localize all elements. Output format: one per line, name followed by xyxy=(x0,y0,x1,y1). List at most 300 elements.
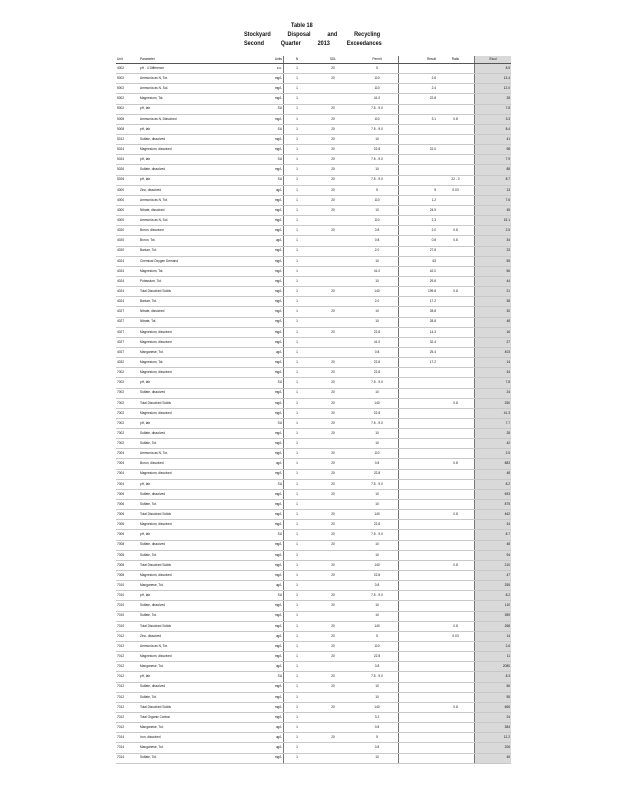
cell-sdl xyxy=(310,753,356,763)
cell-sdl: 20 xyxy=(310,631,356,641)
cell-sdl: 20 xyxy=(310,327,356,337)
cell-units: mg/L xyxy=(251,195,284,205)
cell-sdl xyxy=(310,723,356,733)
cell-parameter: Ammonia as N, Tot. xyxy=(139,74,251,84)
cell-excd: 875 xyxy=(475,500,512,510)
cell-ratio xyxy=(437,469,475,479)
cell-n: 1 xyxy=(284,64,311,74)
cell-excd: 56 xyxy=(475,682,512,692)
cell-units: mg/L xyxy=(251,84,284,94)
cell-ratio xyxy=(437,530,475,540)
cell-units: mg/L xyxy=(251,256,284,266)
cell-unit: 7006 xyxy=(116,530,139,540)
cell-units: SU xyxy=(251,672,284,682)
cell-unit: 4024 xyxy=(116,256,139,266)
cell-units: SU xyxy=(251,124,284,134)
cell-excd: 34 xyxy=(475,368,512,378)
cell-sdl: 20 xyxy=(310,287,356,297)
cell-excd: 7.9 xyxy=(475,155,512,165)
cell-unit: 4000 xyxy=(116,205,139,215)
cell-result: 14.3 xyxy=(399,327,438,337)
cell-permit: 7.5 - 9.0 xyxy=(356,155,399,165)
cell-permit: 10 xyxy=(356,276,399,286)
cell-n: 1 xyxy=(284,337,311,347)
cell-permit: 10 xyxy=(356,500,399,510)
cell-parameter: Ammonia as N, Tot. xyxy=(139,449,251,459)
cell-parameter: Magnesium, dissolved xyxy=(139,571,251,581)
cell-permit: 41.0 xyxy=(356,266,399,276)
cell-units: mg/L xyxy=(251,408,284,418)
cell-parameter: Sulfate, dissolved xyxy=(139,388,251,398)
cell-n: 1 xyxy=(284,449,311,459)
cell-excd: 15.1 xyxy=(475,216,512,226)
cell-ratio xyxy=(437,388,475,398)
cell-parameter: Potassium, Tot. xyxy=(139,276,251,286)
cell-excd: 28 xyxy=(475,94,512,104)
cell-n: 1 xyxy=(284,236,311,246)
cell-permit: 140 xyxy=(356,398,399,408)
cell-result xyxy=(399,601,438,611)
cell-result xyxy=(399,642,438,652)
cell-ratio xyxy=(437,743,475,753)
cell-parameter: Magnesium, dissolved xyxy=(139,408,251,418)
table-row xyxy=(116,378,511,388)
cell-result xyxy=(399,469,438,479)
cell-n: 1 xyxy=(284,550,311,560)
cell-units: mg/L xyxy=(251,337,284,347)
table-row xyxy=(116,276,511,286)
cell-unit: 7002 xyxy=(116,378,139,388)
cell-units: mg/L xyxy=(251,702,284,712)
cell-unit: 4027 xyxy=(116,317,139,327)
cell-sdl: 20 xyxy=(310,74,356,84)
cell-excd: 55 xyxy=(475,692,512,702)
table-row xyxy=(116,682,511,692)
cell-excd: 13.4 xyxy=(475,74,512,84)
cell-unit: 7012 xyxy=(116,692,139,702)
cell-unit: 7012 xyxy=(116,642,139,652)
cell-unit: 4032 xyxy=(116,358,139,368)
cell-excd: 110 xyxy=(475,601,512,611)
cell-units: mg/L xyxy=(251,246,284,256)
cell-units: mg/L xyxy=(251,165,284,175)
table-row xyxy=(116,743,511,753)
cell-n: 1 xyxy=(284,226,311,236)
cell-sdl: 20 xyxy=(310,104,356,114)
cell-result xyxy=(399,540,438,550)
cell-sdl: 20 xyxy=(310,621,356,631)
cell-permit: 140 xyxy=(356,287,399,297)
cell-excd: 56 xyxy=(475,266,512,276)
table-row xyxy=(116,236,511,246)
cell-unit: 7014 xyxy=(116,733,139,743)
cell-sdl: 20 xyxy=(310,733,356,743)
table-row xyxy=(116,358,511,368)
cell-n: 1 xyxy=(284,702,311,712)
cell-unit: 5008 xyxy=(116,124,139,134)
cell-sdl: 20 xyxy=(310,358,356,368)
cell-parameter: Ammonia as N, Tot. xyxy=(139,642,251,652)
cell-ratio: 0.8 xyxy=(437,398,475,408)
cell-excd: 38 xyxy=(475,297,512,307)
cell-units: SU xyxy=(251,418,284,428)
table-row xyxy=(116,489,511,499)
cell-permit: 7.5 - 9.0 xyxy=(356,378,399,388)
cell-ratio xyxy=(437,205,475,215)
cell-units: s.u. xyxy=(251,64,284,74)
cell-result xyxy=(399,520,438,530)
cell-parameter: Nitrate, dissolved xyxy=(139,205,251,215)
cell-ratio xyxy=(437,642,475,652)
cell-sdl: 20 xyxy=(310,530,356,540)
cell-sdl xyxy=(310,317,356,327)
cell-n: 1 xyxy=(284,621,311,631)
cell-result xyxy=(399,479,438,489)
col-ratio: Ratio xyxy=(437,56,475,64)
cell-excd: 255 xyxy=(475,581,512,591)
cell-permit: 110 xyxy=(356,449,399,459)
table-row xyxy=(116,459,511,469)
cell-sdl: 20 xyxy=(310,702,356,712)
table-row xyxy=(116,327,511,337)
cell-result xyxy=(399,398,438,408)
cell-permit: 140 xyxy=(356,702,399,712)
cell-ratio xyxy=(437,276,475,286)
cell-unit: 7010 xyxy=(116,581,139,591)
cell-sdl xyxy=(310,276,356,286)
cell-n: 1 xyxy=(284,124,311,134)
table-row xyxy=(116,571,511,581)
cell-units: mg/L xyxy=(251,692,284,702)
cell-units: mg/L xyxy=(251,226,284,236)
cell-ratio xyxy=(437,449,475,459)
cell-n: 1 xyxy=(284,540,311,550)
cell-unit: 5002 xyxy=(116,104,139,114)
cell-n: 1 xyxy=(284,256,311,266)
cell-excd: 384 xyxy=(475,723,512,733)
table-row xyxy=(116,64,511,74)
cell-result: 28.8 xyxy=(399,307,438,317)
table-row xyxy=(116,449,511,459)
cell-result: 27.8 xyxy=(399,246,438,256)
cell-permit: 0.8 xyxy=(356,662,399,672)
cell-units: SU xyxy=(251,155,284,165)
cell-excd: 55 xyxy=(475,256,512,266)
cell-result: 3.1 xyxy=(399,114,438,124)
cell-unit: 5002 xyxy=(116,94,139,104)
table-row xyxy=(116,500,511,510)
table-row xyxy=(116,195,511,205)
cell-units: mg/L xyxy=(251,317,284,327)
col-units: Units xyxy=(251,56,284,64)
cell-units: mg/L xyxy=(251,510,284,520)
cell-result: 2.3 xyxy=(399,216,438,226)
cell-ratio: 0.8 xyxy=(437,459,475,469)
cell-parameter: Total Organic Carbon xyxy=(139,713,251,723)
cell-n: 1 xyxy=(284,662,311,672)
cell-permit: 140 xyxy=(356,510,399,520)
cell-result xyxy=(399,155,438,165)
cell-permit: 10 xyxy=(356,550,399,560)
table-row xyxy=(116,520,511,530)
cell-unit: 7002 xyxy=(116,429,139,439)
cell-parameter: Manganese, Tot. xyxy=(139,743,251,753)
cell-unit: 5008 xyxy=(116,114,139,124)
cell-sdl xyxy=(310,692,356,702)
cell-units: mg/L xyxy=(251,74,284,84)
cell-units: mg/L xyxy=(251,652,284,662)
cell-unit: 4027 xyxy=(116,347,139,357)
cell-parameter: Manganese, Tot. xyxy=(139,662,251,672)
cell-sdl: 20 xyxy=(310,652,356,662)
table-body xyxy=(116,64,511,764)
cell-permit: 22.8 xyxy=(356,145,399,155)
cell-ratio: 0.8 xyxy=(437,621,475,631)
cell-excd: 47 xyxy=(475,571,512,581)
cell-ratio xyxy=(437,297,475,307)
cell-permit: 110 xyxy=(356,114,399,124)
cell-result xyxy=(399,368,438,378)
cell-ratio xyxy=(437,723,475,733)
cell-result xyxy=(399,743,438,753)
cell-sdl xyxy=(310,246,356,256)
cell-ratio xyxy=(437,692,475,702)
cell-ratio xyxy=(437,327,475,337)
cell-units: mg/L xyxy=(251,388,284,398)
cell-sdl xyxy=(310,713,356,723)
cell-parameter: Total Dissolved Solids xyxy=(139,398,251,408)
cell-sdl: 20 xyxy=(310,145,356,155)
cell-unit: 7010 xyxy=(116,601,139,611)
col-unit: Unit xyxy=(116,56,139,64)
cell-parameter: Zinc, dissolved xyxy=(139,631,251,641)
cell-ratio xyxy=(437,317,475,327)
cell-ratio xyxy=(437,358,475,368)
cell-n: 1 xyxy=(284,195,311,205)
cell-parameter: Total Dissolved Solids xyxy=(139,287,251,297)
cell-units: SU xyxy=(251,530,284,540)
cell-ratio xyxy=(437,104,475,114)
cell-excd: 2080 xyxy=(475,662,512,672)
cell-excd: 44 xyxy=(475,276,512,286)
cell-unit: 7012 xyxy=(116,662,139,672)
cell-ratio: 0.03 xyxy=(437,631,475,641)
cell-sdl: 20 xyxy=(310,388,356,398)
cell-excd: 206 xyxy=(475,743,512,753)
cell-permit: 3.2 xyxy=(356,713,399,723)
cell-units: mg/L xyxy=(251,398,284,408)
cell-parameter: Total Dissolved Solids xyxy=(139,702,251,712)
cell-n: 1 xyxy=(284,479,311,489)
cell-parameter: Sulfate, dissolved xyxy=(139,540,251,550)
cell-result xyxy=(399,378,438,388)
table-row xyxy=(116,439,511,449)
cell-permit: 10 xyxy=(356,489,399,499)
cell-sdl: 20 xyxy=(310,64,356,74)
cell-result xyxy=(399,449,438,459)
cell-result: 63 xyxy=(399,256,438,266)
cell-permit: 10 xyxy=(356,388,399,398)
cell-permit: 5 xyxy=(356,185,399,195)
cell-unit: 7006 xyxy=(116,489,139,499)
cell-n: 1 xyxy=(284,216,311,226)
table-title: Table 18 xyxy=(291,22,313,29)
cell-units: mg/L xyxy=(251,540,284,550)
col-parameter: Parameter xyxy=(139,56,251,64)
cell-unit: 7008 xyxy=(116,540,139,550)
cell-result xyxy=(399,530,438,540)
cell-parameter: pH, lab xyxy=(139,155,251,165)
table-row xyxy=(116,165,511,175)
cell-parameter: pH, lab xyxy=(139,175,251,185)
cell-n: 1 xyxy=(284,74,311,84)
cell-parameter: Sulfate, Tot. xyxy=(139,500,251,510)
cell-ratio xyxy=(437,347,475,357)
cell-excd: 268 xyxy=(475,621,512,631)
cell-n: 1 xyxy=(284,581,311,591)
cell-n: 1 xyxy=(284,297,311,307)
cell-excd: 14 xyxy=(475,631,512,641)
cell-parameter: Sulfate, dissolved xyxy=(139,134,251,144)
cell-unit: 7002 xyxy=(116,368,139,378)
table-row xyxy=(116,429,511,439)
cell-permit: 2.0 xyxy=(356,246,399,256)
cell-parameter: Magnesium, dissolved xyxy=(139,469,251,479)
cell-unit: 4020 xyxy=(116,226,139,236)
cell-units: mg/L xyxy=(251,469,284,479)
cell-sdl xyxy=(310,500,356,510)
table-row xyxy=(116,408,511,418)
cell-n: 1 xyxy=(284,205,311,215)
cell-permit: 5 xyxy=(356,631,399,641)
cell-n: 1 xyxy=(284,723,311,733)
cell-parameter: Magnesium, dissolved xyxy=(139,652,251,662)
cell-ratio xyxy=(437,479,475,489)
cell-ratio xyxy=(437,145,475,155)
cell-parameter: Magnesium, dissolved xyxy=(139,145,251,155)
cell-result xyxy=(399,418,438,428)
cell-ratio xyxy=(437,368,475,378)
cell-units: mg/L xyxy=(251,429,284,439)
cell-ratio: 0.8 xyxy=(437,226,475,236)
cell-n: 1 xyxy=(284,672,311,682)
cell-n: 1 xyxy=(284,155,311,165)
col-result: Result xyxy=(399,56,438,64)
cell-ratio xyxy=(437,378,475,388)
cell-excd: 12.0 xyxy=(475,84,512,94)
cell-result xyxy=(399,510,438,520)
cell-ratio xyxy=(437,581,475,591)
cell-unit: 4000 xyxy=(116,216,139,226)
cell-parameter: Magnesium, dissolved xyxy=(139,337,251,347)
cell-excd: 45 xyxy=(475,205,512,215)
cell-units: mg/L xyxy=(251,713,284,723)
cell-n: 1 xyxy=(284,631,311,641)
cell-ratio xyxy=(437,733,475,743)
cell-unit: 7008 xyxy=(116,560,139,570)
cell-units: mg/L xyxy=(251,287,284,297)
cell-units: mg/L xyxy=(251,550,284,560)
cell-result: 5 xyxy=(399,185,438,195)
table-row xyxy=(116,398,511,408)
table-row xyxy=(116,205,511,215)
cell-parameter: Magnesium, Tot. xyxy=(139,266,251,276)
cell-ratio xyxy=(437,520,475,530)
cell-ratio xyxy=(437,216,475,226)
cell-result xyxy=(399,165,438,175)
cell-permit: 22.8 xyxy=(356,327,399,337)
cell-permit: 110 xyxy=(356,74,399,84)
cell-result xyxy=(399,611,438,621)
cell-unit: 5012 xyxy=(116,134,139,144)
cell-sdl xyxy=(310,611,356,621)
cell-n: 1 xyxy=(284,692,311,702)
cell-sdl xyxy=(310,297,356,307)
cell-excd: 14 xyxy=(475,358,512,368)
cell-unit: 4020 xyxy=(116,236,139,246)
cell-permit: 110 xyxy=(356,195,399,205)
col-n: N xyxy=(284,56,311,64)
cell-ratio xyxy=(437,571,475,581)
cell-parameter: Sulfate, Tot. xyxy=(139,611,251,621)
cell-unit: 7006 xyxy=(116,520,139,530)
cell-result: 2.4 xyxy=(399,84,438,94)
cell-units: mg/L xyxy=(251,368,284,378)
cell-excd: 883 xyxy=(475,459,512,469)
cell-unit: 7004 xyxy=(116,449,139,459)
cell-units: mg/L xyxy=(251,601,284,611)
cell-parameter: Barium, Tot. xyxy=(139,297,251,307)
cell-n: 1 xyxy=(284,114,311,124)
cell-unit: 4000 xyxy=(116,195,139,205)
table-row xyxy=(116,317,511,327)
cell-ratio xyxy=(437,500,475,510)
cell-result xyxy=(399,388,438,398)
cell-ratio xyxy=(437,195,475,205)
cell-permit: 5 xyxy=(356,733,399,743)
cell-ratio xyxy=(437,439,475,449)
cell-sdl xyxy=(310,216,356,226)
cell-unit: 7004 xyxy=(116,459,139,469)
cell-n: 1 xyxy=(284,145,311,155)
cell-sdl: 20 xyxy=(310,682,356,692)
col-sdl: SDL xyxy=(310,56,356,64)
cell-units: ug/L xyxy=(251,236,284,246)
cell-sdl xyxy=(310,236,356,246)
table-row xyxy=(116,418,511,428)
cell-permit: 0.8 xyxy=(356,723,399,733)
exceedance-table xyxy=(116,56,511,764)
cell-parameter: Boron, Tot. xyxy=(139,236,251,246)
cell-permit: 7.5 - 9.0 xyxy=(356,530,399,540)
cell-excd: 8.2 xyxy=(475,479,512,489)
cell-units: SU xyxy=(251,175,284,185)
cell-parameter: Sulfate, dissolved xyxy=(139,429,251,439)
cell-unit: 7004 xyxy=(116,479,139,489)
cell-sdl xyxy=(310,347,356,357)
cell-result xyxy=(399,581,438,591)
cell-result: 32.4 xyxy=(399,337,438,347)
cell-excd: 11 xyxy=(475,652,512,662)
table-row xyxy=(116,256,511,266)
cell-units: mg/L xyxy=(251,682,284,692)
cell-result xyxy=(399,733,438,743)
cell-n: 1 xyxy=(284,469,311,479)
col-permit: Permit xyxy=(356,56,399,64)
cell-parameter: Sulfate, Tot. xyxy=(139,550,251,560)
cell-permit: 7.5 - 9.0 xyxy=(356,104,399,114)
cell-excd: 13 xyxy=(475,185,512,195)
